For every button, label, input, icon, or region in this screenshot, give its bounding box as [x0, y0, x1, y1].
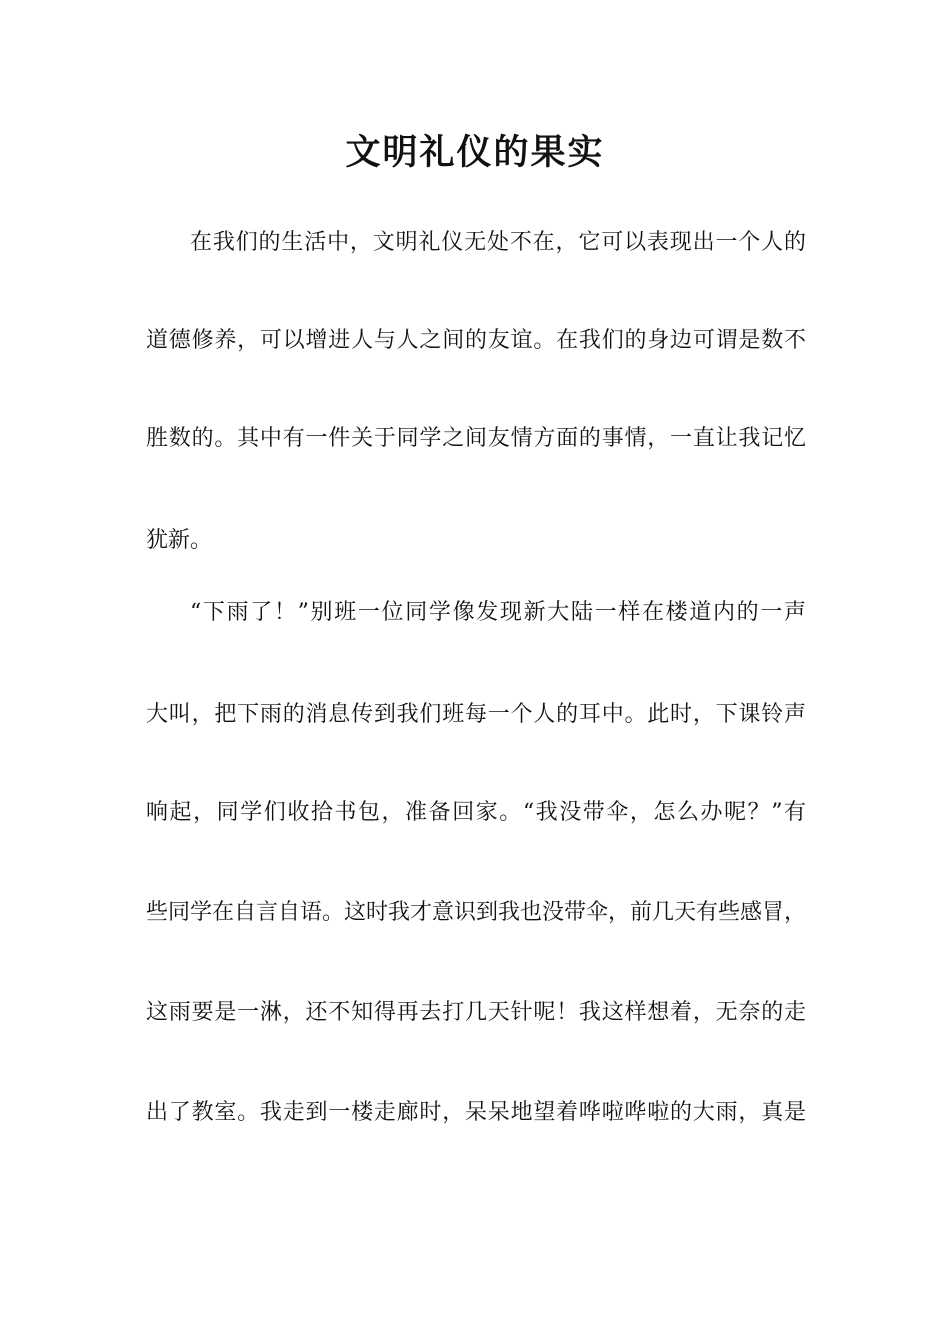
paragraph-line: 响起，同学们收拾书包，准备回家。“我没带伞，怎么办呢？”有	[146, 800, 806, 825]
paragraph-line: 些同学在自言自语。这时我才意识到我也没带伞，前几天有些感冒，	[146, 900, 807, 925]
paragraph-line: 胜数的。其中有一件关于同学之间友情方面的事情，一直让我记忆	[146, 426, 806, 451]
document-title: 文明礼仪的果实	[345, 132, 605, 173]
paragraph-line: 犹新。	[146, 528, 213, 553]
paragraph-line: 大叫，把下雨的消息传到我们班每一个人的耳中。此时，下课铃声	[146, 702, 806, 727]
paragraph-line: “下雨了！”别班一位同学像发现新大陆一样在楼道内的一声	[190, 600, 806, 625]
paragraph-line: 道德修养，可以增进人与人之间的友谊。在我们的身边可谓是数不	[146, 328, 806, 353]
paragraph-line: 出了教室。我走到一楼走廊时，呆呆地望着哗啦哗啦的大雨，真是	[146, 1100, 806, 1125]
paragraph-line: 这雨要是一淋，还不知得再去打几天针呢！我这样想着，无奈的走	[146, 1000, 806, 1025]
paragraph-line: 在我们的生活中，文明礼仪无处不在，它可以表现出一个人的	[190, 230, 806, 255]
